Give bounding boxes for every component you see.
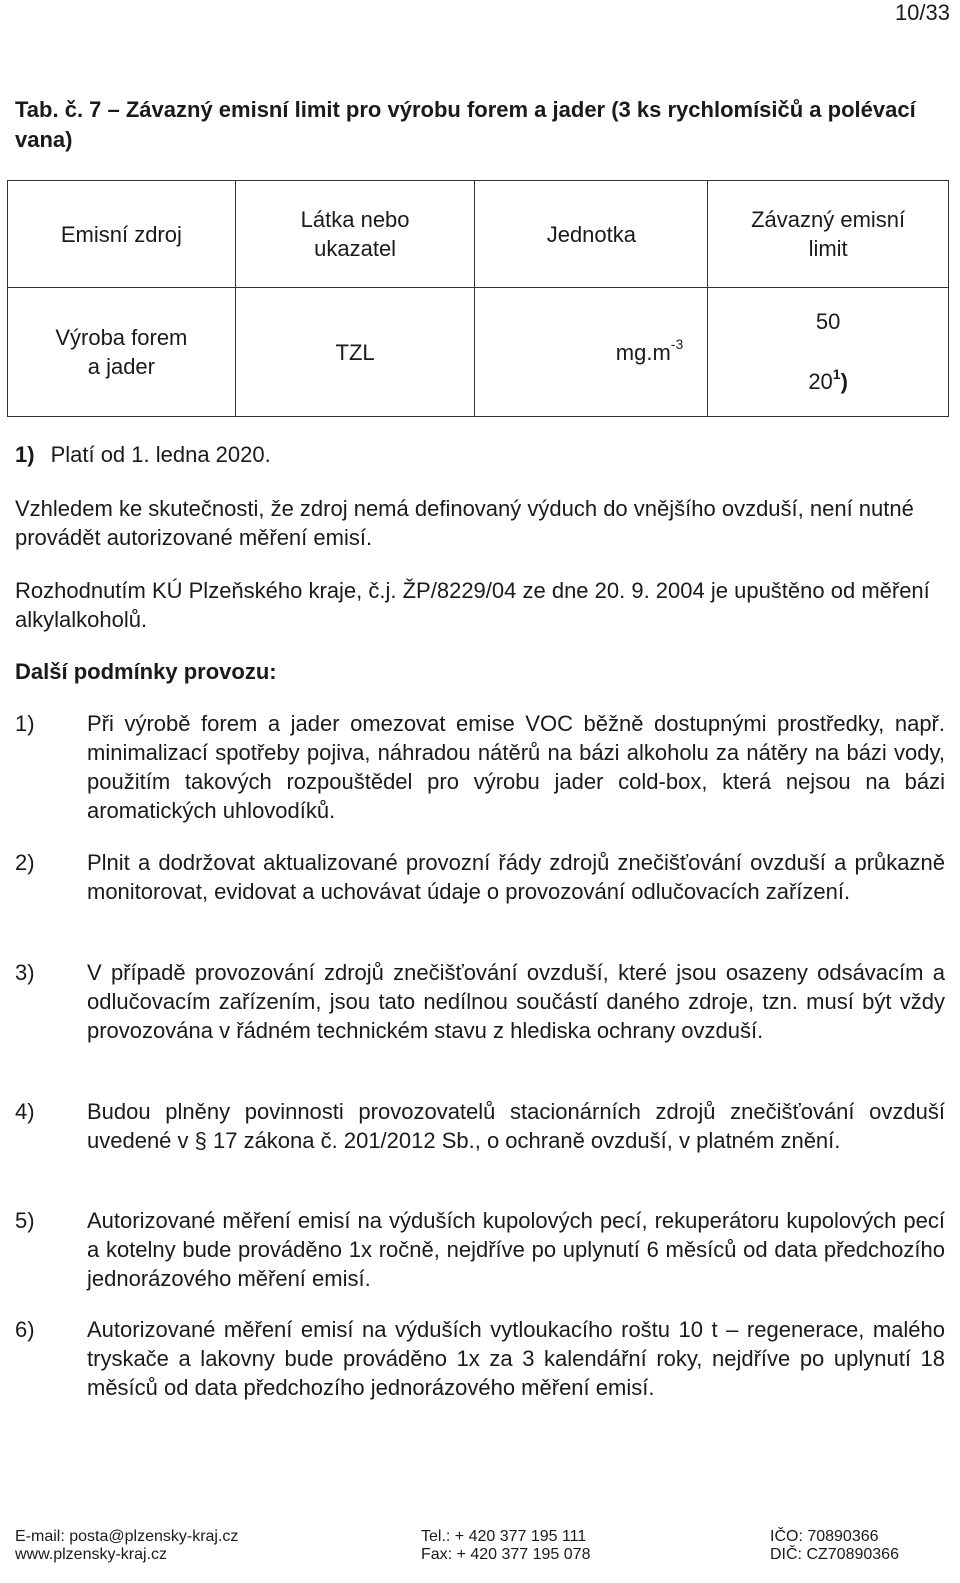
footer-ico: IČO: 70890366	[770, 1528, 879, 1545]
header-substance-line1: Látka nebo	[300, 207, 410, 232]
list-item-number: 6)	[15, 1317, 35, 1342]
cell-limit	[708, 288, 949, 417]
header-limit-line2: limit	[808, 236, 848, 261]
cell-limit-footnote-paren: )	[840, 369, 848, 394]
cell-limit-value-2	[708, 352, 948, 412]
cell-limit-value-1: 50	[815, 309, 841, 334]
header-unit-label: Jednotka	[546, 221, 636, 247]
table-caption: Tab. č. 7 – Závazný emisní limit pro výrobu forem a jader (3 ks rychlomísičů a polévací vana)	[15, 97, 916, 152]
footnote-text: Platí od 1. ledna 2020.	[50, 442, 271, 467]
cell-source-line1: Výroba forem	[55, 325, 188, 350]
emission-limit-table	[7, 180, 949, 417]
list-item-number: 3)	[15, 960, 35, 985]
cell-source-line2: a jader	[87, 354, 155, 379]
footnote-number: 1)	[15, 442, 35, 467]
header-limit	[708, 181, 949, 288]
cell-unit	[475, 288, 708, 417]
footer-email: E-mail: posta@plzensky-kraj.cz	[15, 1528, 239, 1545]
footer-contact-web	[15, 1528, 238, 1564]
header-source	[8, 181, 236, 288]
conditions-heading: Další podmínky provozu:	[15, 659, 277, 684]
list-item	[15, 1206, 945, 1293]
footer-ids	[770, 1528, 899, 1564]
list-item-text: Plnit a dodržovat aktualizované provozní řády zdrojů znečišťování ovzduší a průkazně monitorovat, evidovat a uchovávat údaje o provozování odlučovacích zařízení.	[87, 850, 945, 904]
list-item	[15, 848, 945, 906]
list-item-text: Autorizované měření emisí na výduších vytloukacího roštu 10 t – regenerace, malého tryskače a lakovny bude prováděno 1x za 3 kalendářní roky, nejdříve po uplynutí 18 měsíců od data předchozího jednorázového měření emisí.	[87, 1317, 945, 1400]
table-row	[8, 288, 949, 417]
list-item-number: 4)	[15, 1099, 35, 1124]
paragraph-decision: Rozhodnutím KÚ Plzeňského kraje, č.j. ŽP/8229/04 ze dne 20. 9. 2004 je upuštěno od měření alkylalkoholů.	[15, 578, 930, 632]
list-item-text: Při výrobě forem a jader omezovat emise VOC běžně dostupnými prostředky, např. minimalizací spotřeby pojiva, náhradou nátěrů na bázi alkoholu za nátěry na bázi vody, použitím takových rozpouštědel pro výrobu jader cold-box, která nejsou na bázi aromatických uhlovodíků.	[87, 711, 945, 823]
footer-tel: Tel.: + 420 377 195 111	[421, 1528, 587, 1545]
header-substance	[235, 181, 475, 288]
cell-substance	[235, 288, 475, 417]
paragraph-measurement: Vzhledem ke skutečnosti, že zdroj nemá definovaný výduch do vnějšího ovzduší, není nutné provádět autorizované měření emisí.	[15, 496, 914, 550]
cell-substance-value: TZL	[335, 339, 375, 365]
header-source-label: Emisní zdroj	[60, 221, 182, 247]
footer-web: www.plzensky-kraj.cz	[15, 1546, 168, 1563]
footer-fax: Fax: + 420 377 195 078	[421, 1546, 591, 1563]
cell-unit-base: mg.m	[615, 339, 671, 365]
table-header-row	[8, 181, 949, 288]
list-item	[15, 958, 945, 1045]
footer-dic: DIČ: CZ70890366	[770, 1546, 899, 1563]
list-item-text: Autorizované měření emisí na výduších kupolových pecí, rekuperátoru kupolových pecí a kotelny bude prováděno 1x ročně, nejdříve po uplynutí 6 měsíců od data předchozího jednorázového měření emisí.	[87, 1208, 945, 1291]
list-item-text: Budou plněny povinnosti provozovatelů stacionárních zdrojů znečišťování ovzduší uvedené v § 17 zákona č. 201/2012 Sb., o ochraně ovzduší, v platném znění.	[87, 1099, 945, 1153]
list-item	[15, 709, 945, 825]
list-item-text: V případě provozování zdrojů znečišťování ovzduší, které jsou osazeny odsávacím a odlučovacím zařízením, jsou tato nedílnou součástí daného zdroje, tzn. musí být vždy provozována v řádném technickém stavu z hlediska ochrany ovzduší.	[87, 960, 945, 1043]
page-number: 10/33	[894, 0, 950, 25]
page-footer	[15, 1528, 945, 1583]
header-substance-line2: ukazatel	[314, 236, 397, 261]
cell-unit-exponent: -3	[670, 336, 684, 353]
footer-contact-phone	[421, 1528, 590, 1564]
cell-source	[8, 288, 236, 417]
table-footnote	[15, 440, 945, 469]
list-item-number: 5)	[15, 1208, 35, 1233]
list-item	[15, 1097, 945, 1155]
cell-limit-footnote-ref: 1	[832, 365, 841, 382]
list-item-number: 1)	[15, 711, 35, 736]
header-unit	[475, 181, 708, 288]
header-limit-line1: Závazný emisní	[751, 207, 906, 232]
cell-limit-value-2-number: 20	[808, 369, 833, 394]
list-item-number: 2)	[15, 850, 35, 875]
list-item	[15, 1315, 945, 1402]
